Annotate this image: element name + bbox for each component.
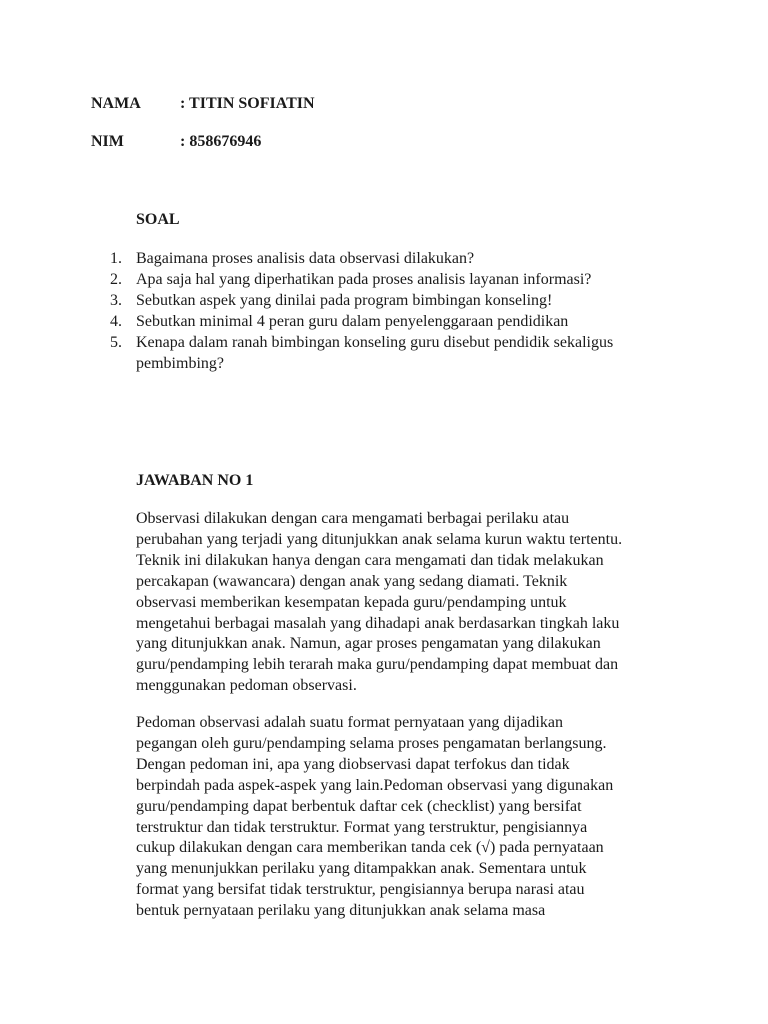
name-value: : TITIN SOFIATIN	[180, 95, 315, 112]
question-text: Sebutkan aspek yang dinilai pada program bimbingan konseling!	[136, 292, 553, 309]
name-row	[91, 94, 315, 114]
question-item	[110, 248, 670, 269]
question-item	[110, 290, 670, 311]
question-text: Kenapa dalam ranah bimbingan konseling guru disebut pendidik sekaligus pembimbing?	[136, 334, 614, 372]
question-number: 1.	[110, 250, 122, 267]
nim-label: NIM	[91, 133, 124, 150]
question-item	[110, 269, 670, 290]
answer-paragraph-1: Observasi dilakukan dengan cara mengamati berbagai perilaku atau perubahan yang terjadi yang ditunjukkan anak selama kurun waktu tertentu. Teknik ini dilakukan hanya dengan cara mengamati dan tidak melakukan percakapan (wawancara) dengan anak yang sedang diamati. Teknik observasi memberikan kesempatan kepada guru/pendamping untuk mengetahui berbagai masalah yang dihadapi anak berdasarkan tingkah laku yang ditunjukkan anak. Namun, agar proses pengamatan yang dilakukan guru/pendamping lebih terarah maka guru/pendamping dapat membuat dan menggunakan pedoman observasi.	[136, 510, 623, 695]
question-text: Bagaimana proses analisis data observasi dilakukan?	[136, 250, 475, 267]
answer-paragraph-2: Pedoman observasi adalah suatu format pernyataan yang dijadikan pegangan oleh guru/pendamping selama proses pengamatan berlangsung. Dengan pedoman ini, apa yang diobservasi dapat terfokus dan tidak berpindah pada aspek-aspek yang lain.Pedoman observasi yang digunakan guru/pendamping dapat berbentuk daftar cek (checklist) yang bersifat terstruktur dan tidak terstruktur. Format yang terstruktur, pengisiannya cukup dilakukan dengan cara memberikan tanda cek (√) pada pernyataan yang menunjukkan perilaku yang ditampakkan anak. Sementara untuk format yang bersifat tidak terstruktur, pengisiannya berupa narasi atau bentuk pernyataan perilaku yang ditunjukkan anak selama masa	[136, 714, 614, 920]
question-item	[110, 311, 670, 332]
question-text: Sebutkan minimal 4 peran guru dalam penyelenggaraan pendidikan	[136, 313, 569, 330]
soal-heading: SOAL	[136, 211, 180, 228]
name-label: NAMA	[91, 95, 141, 112]
question-number: 2.	[110, 271, 122, 288]
question-list	[110, 248, 670, 374]
question-number: 4.	[110, 313, 122, 330]
answer-heading: JAWABAN NO 1	[136, 472, 254, 489]
question-item	[110, 332, 670, 374]
question-number: 5.	[110, 334, 122, 351]
question-text: Apa saja hal yang diperhatikan pada proses analisis layanan informasi?	[136, 271, 592, 288]
nim-value: : 858676946	[180, 133, 262, 150]
question-number: 3.	[110, 292, 122, 309]
nim-row	[91, 132, 261, 152]
